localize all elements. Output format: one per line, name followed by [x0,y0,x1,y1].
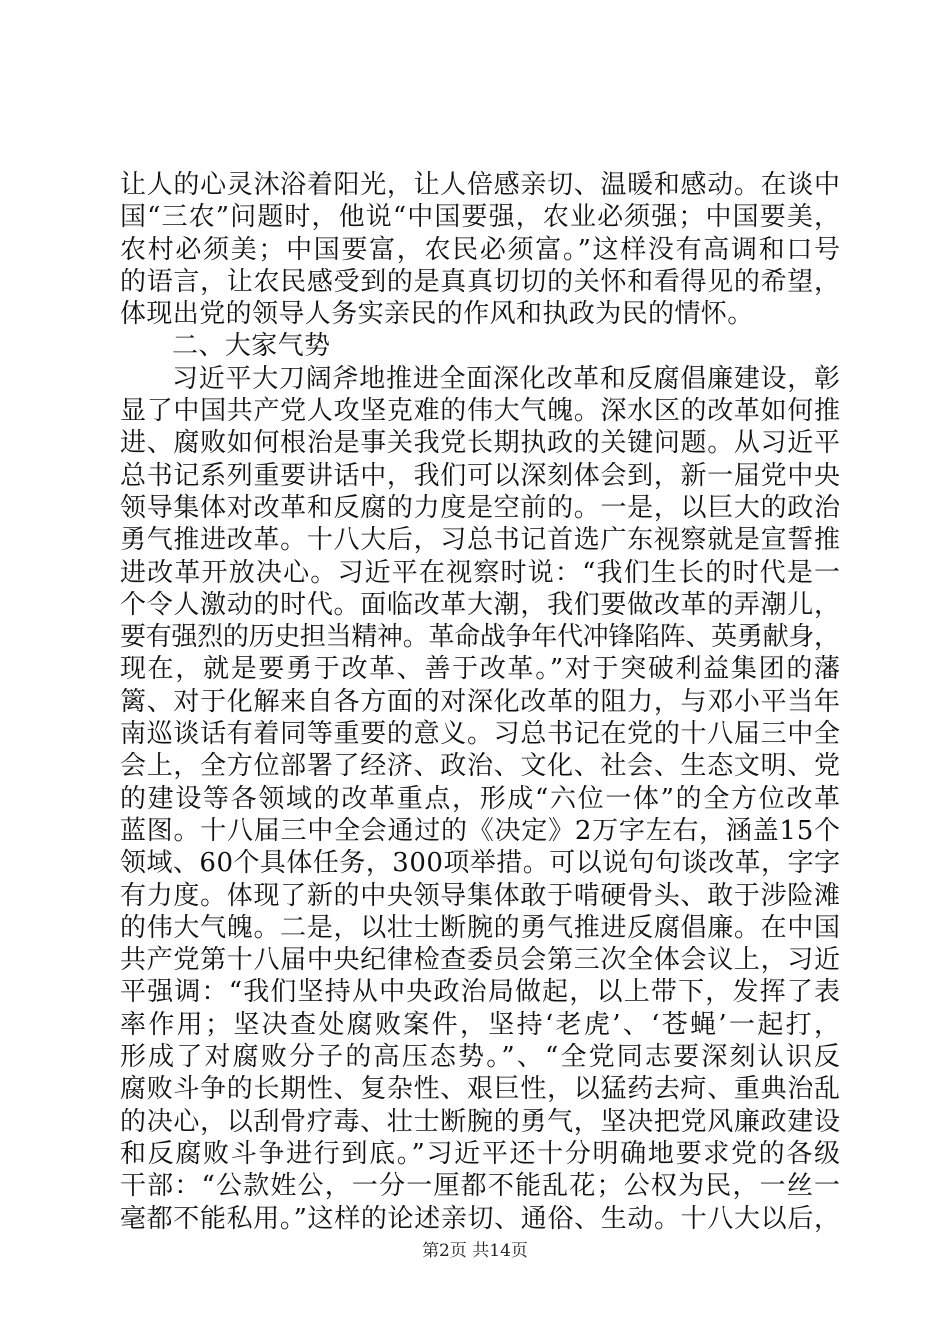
text-line: 要有强烈的历史担当精神。革命战争年代冲锋陷阵、英勇献身， [120,622,840,653]
text-line: 显了中国共产党人攻坚克难的伟大气魄。深水区的改革如何推 [120,396,841,427]
text-line: 和反腐败斗争进行到底。”习近平还十分明确地要求党的各级 [120,1138,842,1169]
text-line: 领导集体对改革和反腐的力度是空前的。一是，以巨大的政治 [120,492,841,523]
text-line: 让人的心灵沐浴着阳光，让人倍感亲切、温暖和感动。在谈中 [120,170,841,200]
section-heading: 二、大家气势 [172,331,331,362]
text-line: 个令人激动的时代。面临改革大潮，我们要做改革的弄潮儿， [120,589,841,620]
text-line: 体现出党的领导人务实亲民的作风和执政为民的情怀。 [120,299,754,330]
text-line: 篱、对于化解来自各方面的对深化改革的阻力，与邓小平当年 [120,686,841,717]
text-line: 领域、60个具体任务，300项举措。可以说句句谈改革，字字 [120,848,841,879]
text-line: 国“三农”问题时，他说“中国要强，农业必须强；中国要美， [120,202,842,233]
text-line: 共产党第十八届中央纪律检查委员会第三次全体会议上，习近 [120,945,841,976]
text-line: 勇气推进改革。十八大后，习总书记首选广东视察就是宣誓推 [120,525,841,556]
text-line: 有力度。体现了新的中央领导集体敢于啃硬骨头、敢于涉险滩 [120,880,841,911]
text-line: 的语言，让农民感受到的是真真切切的关怀和看得见的希望， [120,266,841,297]
text-line: 现在，就是要勇于改革、善于改革。”对于突破利益集团的藩 [120,654,842,685]
text-line: 进、腐败如何根治是事关我党长期执政的关键问题。从习近平 [120,428,841,459]
body-text [120,169,843,1235]
text-line: 农村必须美；中国要富，农民必须富。”这样没有高调和口号 [120,234,842,265]
text-line: 平强调：“我们坚持从中央政治局做起，以上带下，发挥了表 [120,977,842,1008]
text-line: 习近平大刀阔斧地推进全面深化改革和反腐倡廉建设，彰 [172,363,841,394]
text-line: 进改革开放决心。习近平在视察时说：“我们生长的时代是一 [120,557,842,588]
text-line: 的决心，以刮骨疗毒、壮士断腕的勇气，坚决把党风廉政建设 [120,1106,841,1137]
text-line: 南巡谈话有着同等重要的意义。习总书记在党的十八届三中全 [120,719,841,750]
text-line: 总书记系列重要讲话中，我们可以深刻体会到，新一届党中央 [120,460,841,491]
page-footer: 第2页 共14页 [422,1241,528,1261]
text-line: 毫都不能私用。”这样的论述亲切、通俗、生动。十八大以后， [120,1203,841,1234]
text-line: 会上，全方位部署了经济、政治、文化、社会、生态文明、党 [120,751,841,782]
text-line: 的建设等各领域的改革重点，形成“六位一体”的全方位改革 [120,783,842,814]
text-line: 形成了对腐败分子的高压态势。”、“全党同志要深刻认识反 [120,1042,843,1073]
text-line: 干部：“公款姓公，一分一厘都不能乱花；公权为民，一丝一 [120,1171,842,1202]
text-line: 的伟大气魄。二是，以壮士断腕的勇气推进反腐倡廉。在中国 [120,912,841,943]
text-line: 率作用；坚决查处腐败案件，坚持‘老虎’、‘苍蝇’一起打， [120,1009,843,1040]
text-line: 腐败斗争的长期性、复杂性、艰巨性，以猛药去疴、重典治乱 [120,1074,841,1105]
text-line: 蓝图。十八届三中全会通过的《决定》2万字左右，涵盖15个 [120,815,841,846]
